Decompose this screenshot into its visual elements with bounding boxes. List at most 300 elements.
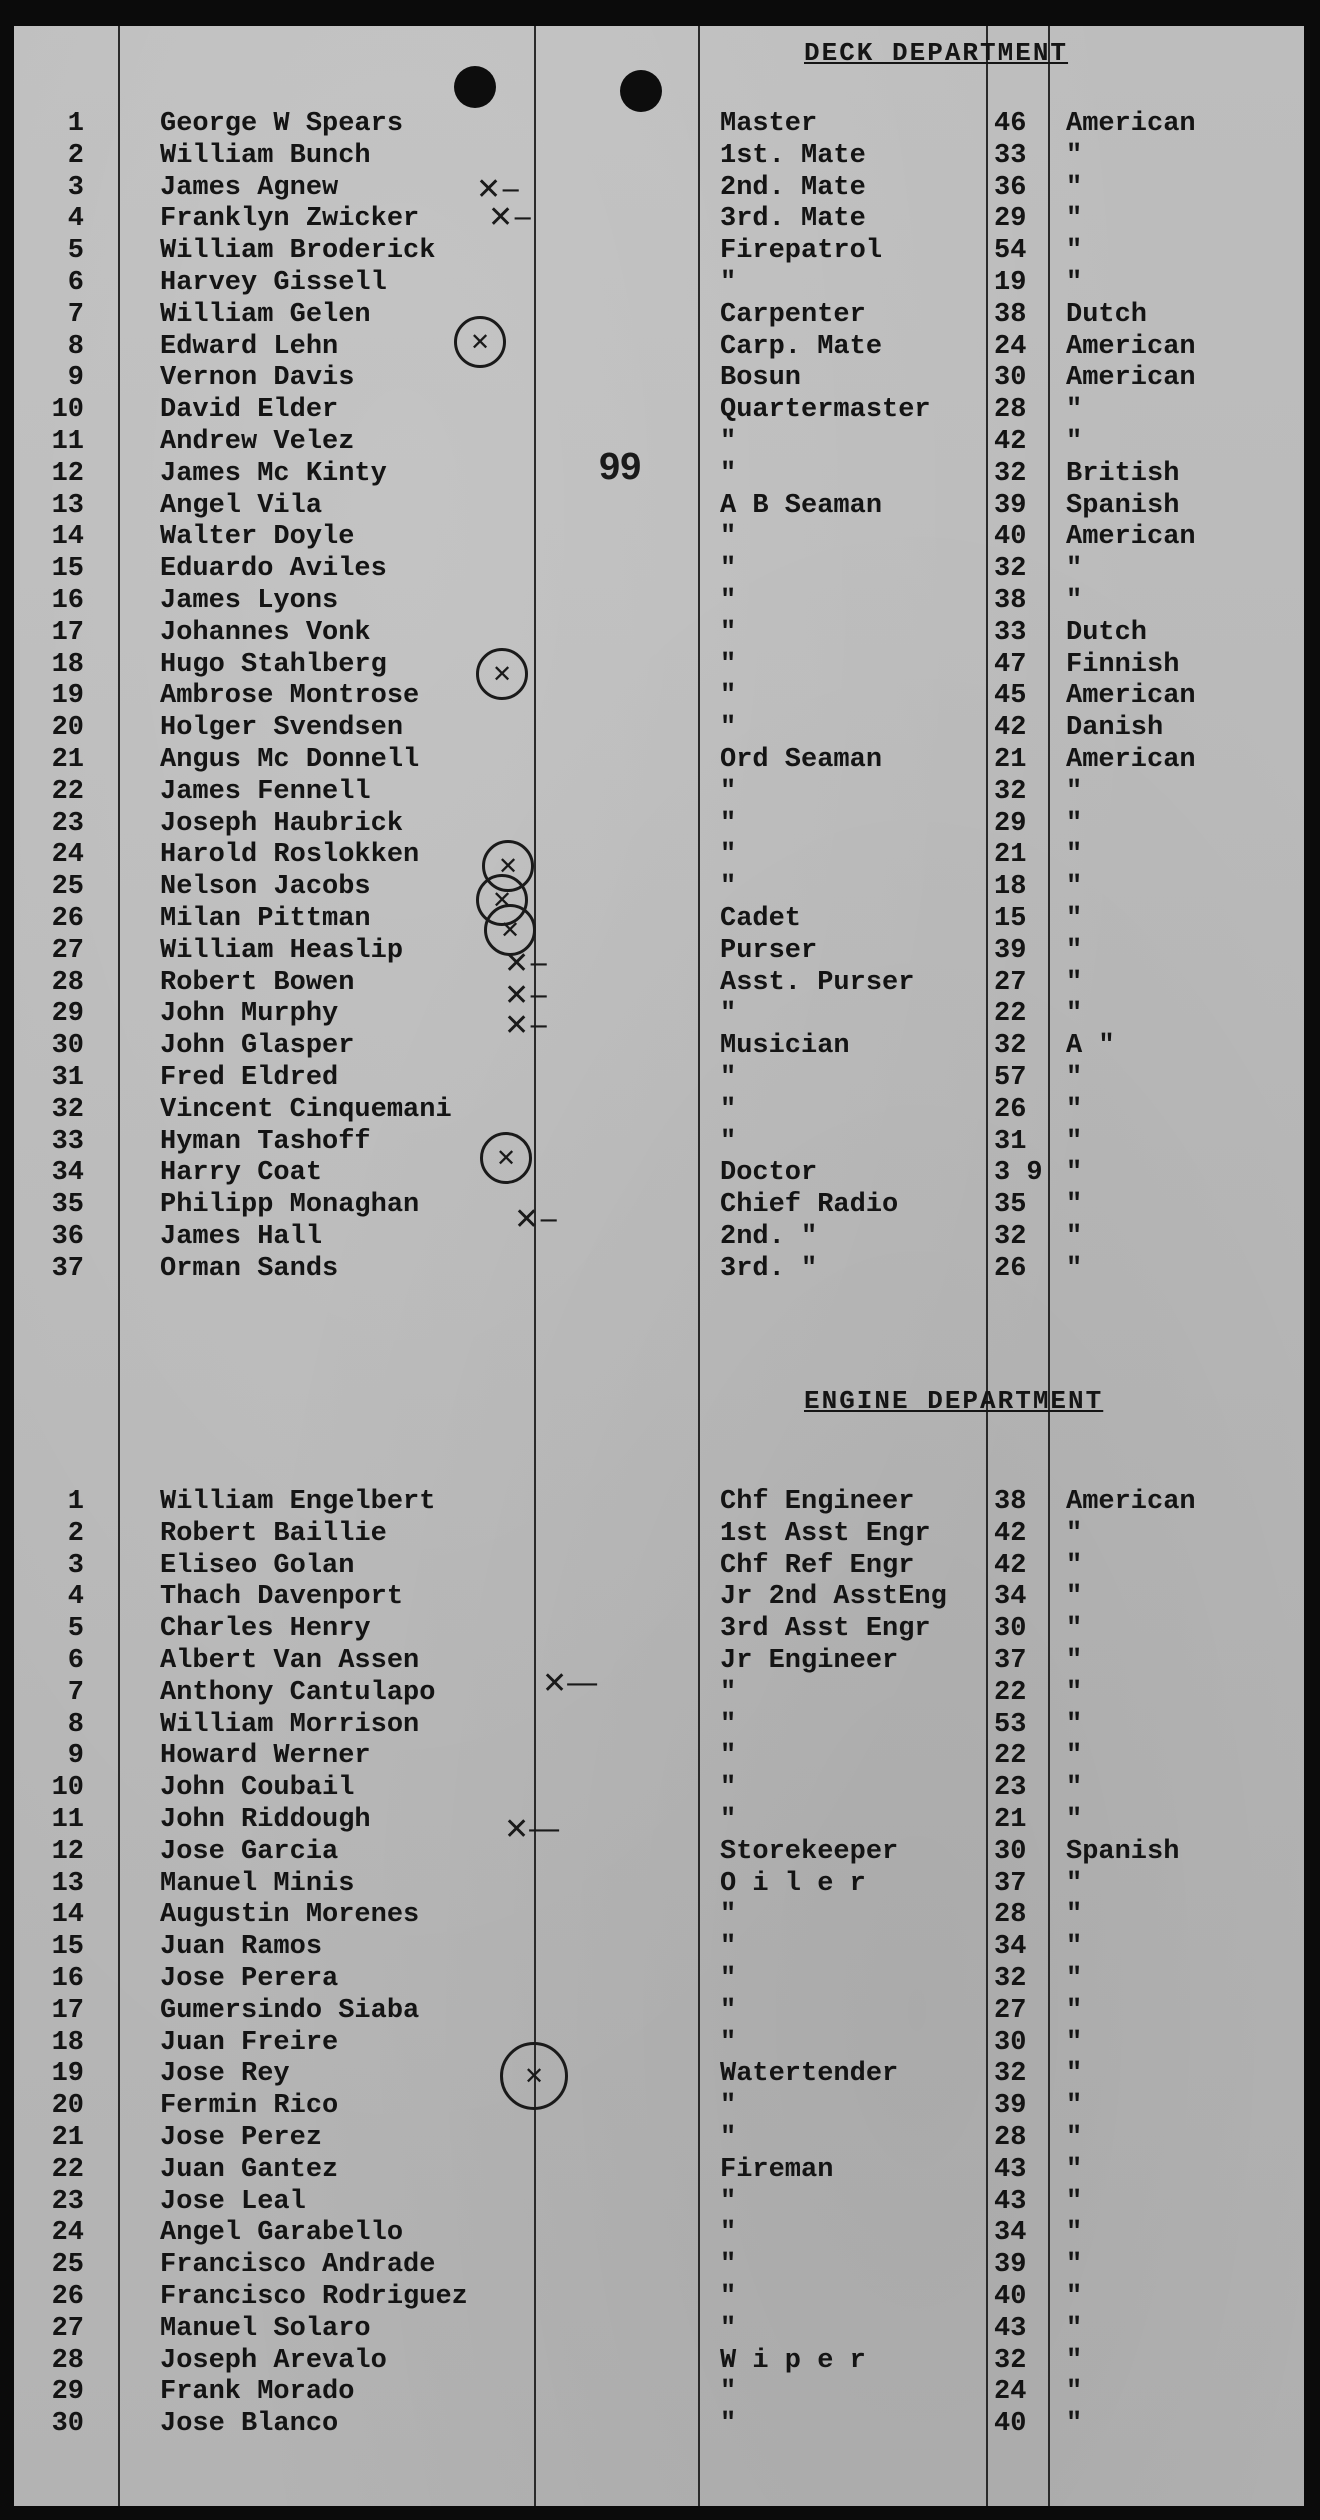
crew-rating: " (720, 1741, 737, 1772)
crew-nationality: " (1066, 268, 1083, 298)
crew-name: William Broderick (160, 236, 436, 267)
engine-crew-row (14, 1550, 1304, 1582)
crew-name: Juan Ramos (160, 1932, 323, 1963)
crew-rating: 3rd. " (720, 1253, 818, 1284)
crew-name: Vincent Cinquemani (160, 1094, 452, 1125)
crew-list-sheet (14, 26, 1304, 2506)
deck-crew-row (14, 203, 1304, 235)
crew-age: 32 (994, 776, 1027, 807)
engine-crew-row (14, 2027, 1304, 2059)
engine-crew-row (14, 1645, 1304, 1677)
crew-age: 32 (994, 2059, 1027, 2090)
crew-rating: 1st. Mate (720, 140, 866, 171)
crew-number: 2 (67, 1518, 84, 1549)
crew-name: James Hall (160, 1222, 323, 1252)
crew-nationality: " (1066, 1582, 1083, 1613)
crew-name: John Coubail (160, 1773, 355, 1804)
crew-name: Angus Mc Donnell (160, 745, 420, 775)
crew-age: 40 (994, 2409, 1027, 2440)
crew-name: Angel Vila (160, 490, 323, 521)
crew-age: 31 (994, 1126, 1027, 1157)
crew-nationality: " (1066, 1253, 1083, 1284)
crew-number: 16 (51, 586, 84, 616)
crew-rating: " (720, 1805, 737, 1835)
crew-age: 45 (994, 681, 1027, 712)
engine-crew-row (14, 1709, 1304, 1741)
handwritten-check-mark: ✕‒ (504, 1008, 549, 1043)
deck-crew-row (14, 426, 1304, 458)
crew-name: Ambrose Montrose (160, 681, 420, 712)
crew-number: 7 (67, 1677, 84, 1708)
crew-rating: " (720, 522, 737, 553)
crew-name: Jose Perez (160, 2123, 323, 2153)
crew-rating: " (720, 840, 737, 871)
engine-crew-row (14, 2154, 1304, 2186)
crew-age: 37 (994, 1868, 1027, 1899)
crew-age: 22 (994, 1677, 1027, 1708)
crew-rating: Cadet (720, 904, 802, 934)
crew-nationality: " (1066, 1995, 1083, 2026)
crew-nationality: " (1066, 2091, 1083, 2122)
crew-number: 11 (51, 427, 84, 457)
crew-age: 39 (994, 2250, 1027, 2281)
crew-rating: " (720, 1995, 737, 2026)
crew-age: 38 (994, 1487, 1027, 1517)
handwritten-circled-x: ✕ (482, 840, 534, 892)
crew-number: 9 (67, 363, 84, 394)
crew-name: James Agnew (160, 172, 339, 203)
crew-name: William Morrison (160, 1709, 420, 1740)
engine-crew-row (14, 1963, 1304, 1995)
crew-age: 29 (994, 808, 1027, 839)
crew-name: Johannes Vonk (160, 617, 371, 648)
crew-age: 32 (994, 554, 1027, 585)
crew-rating: " (720, 713, 737, 744)
crew-age: 15 (994, 904, 1027, 934)
crew-name: Walter Doyle (160, 522, 355, 553)
deck-crew-row (14, 1126, 1304, 1158)
crew-number: 29 (51, 2377, 84, 2408)
handwritten-circled-x: ✕ (454, 316, 506, 368)
crew-name: Franklyn Zwicker (160, 204, 420, 235)
deck-crew-row (14, 108, 1304, 140)
crew-age: 40 (994, 522, 1027, 553)
crew-name: Harold Roslokken (160, 840, 420, 871)
crew-rating: Asst. Purser (720, 967, 915, 998)
crew-rating: 1st Asst Engr (720, 1518, 931, 1549)
crew-name: Howard Werner (160, 1741, 371, 1772)
engine-department-heading: ENGINE DEPARTMENT (804, 1386, 1104, 1416)
handwritten-check-mark: ✕‒ (488, 200, 533, 235)
handwritten-circled-x: ✕ (500, 2042, 568, 2110)
crew-rating: " (720, 1063, 737, 1093)
crew-rating: Carpenter (720, 299, 866, 330)
crew-name: Augustin Morenes (160, 1900, 420, 1931)
deck-crew-row (14, 935, 1304, 967)
crew-number: 5 (67, 236, 84, 267)
crew-name: James Fennell (160, 776, 371, 807)
engine-crew-row (14, 2090, 1304, 2122)
crew-name: Jose Rey (160, 2059, 290, 2090)
deck-crew-row (14, 1221, 1304, 1253)
crew-age: 43 (994, 2154, 1027, 2185)
deck-crew-row (14, 776, 1304, 808)
crew-rating: " (720, 2091, 737, 2122)
handwritten-circled-x: ✕ (484, 904, 536, 956)
engine-crew-row (14, 2281, 1304, 2313)
crew-rating: O i l e r (720, 1868, 866, 1899)
engine-crew-row (14, 1677, 1304, 1709)
crew-number: 28 (51, 967, 84, 998)
crew-age: 34 (994, 2218, 1027, 2249)
crew-nationality: American (1066, 745, 1196, 775)
crew-name: Edward Lehn (160, 331, 339, 362)
crew-age: 36 (994, 172, 1027, 203)
crew-name: Albert Van Assen (160, 1646, 420, 1676)
engine-crew-row (14, 2313, 1304, 2345)
crew-name: George W Spears (160, 109, 404, 139)
deck-crew-row (14, 299, 1304, 331)
crew-number: 6 (67, 1646, 84, 1676)
crew-number: 12 (51, 1836, 84, 1867)
crew-rating: Jr Engineer (720, 1646, 899, 1676)
handwritten-check-mark: ✕‒ (476, 172, 521, 207)
crew-nationality: " (1066, 1964, 1083, 1994)
engine-crew-row (14, 2217, 1304, 2249)
crew-age: 46 (994, 109, 1027, 139)
deck-crew-row (14, 1253, 1304, 1285)
crew-number: 4 (67, 204, 84, 235)
crew-age: 33 (994, 617, 1027, 648)
crew-nationality: American (1066, 1487, 1196, 1517)
engine-crew-row (14, 1772, 1304, 1804)
crew-name: Robert Bowen (160, 967, 355, 998)
crew-nationality: American (1066, 522, 1196, 553)
crew-age: 21 (994, 1805, 1027, 1835)
engine-crew-row (14, 1486, 1304, 1518)
crew-rating: " (720, 2218, 737, 2249)
engine-crew-row (14, 2186, 1304, 2218)
crew-number: 24 (51, 2218, 84, 2249)
crew-number: 25 (51, 2250, 84, 2281)
engine-crew-row (14, 1868, 1304, 1900)
crew-age: 22 (994, 1741, 1027, 1772)
crew-nationality: " (1066, 776, 1083, 807)
crew-nationality: " (1066, 840, 1083, 871)
crew-rating: " (720, 1094, 737, 1125)
crew-nationality: " (1066, 236, 1083, 267)
crew-nationality: " (1066, 1773, 1083, 1804)
crew-rating: 3rd Asst Engr (720, 1614, 931, 1645)
crew-age: 32 (994, 458, 1027, 489)
crew-nationality: " (1066, 1550, 1083, 1581)
deck-crew-row (14, 521, 1304, 553)
crew-name: Hugo Stahlberg (160, 649, 387, 680)
crew-age: 39 (994, 490, 1027, 521)
crew-number: 19 (51, 2059, 84, 2090)
crew-nationality: " (1066, 967, 1083, 998)
crew-number: 27 (51, 2313, 84, 2344)
deck-crew-row (14, 235, 1304, 267)
crew-name: John Glasper (160, 1031, 355, 1062)
crew-nationality: " (1066, 1868, 1083, 1899)
crew-name: Milan Pittman (160, 904, 371, 934)
crew-age: 22 (994, 999, 1027, 1030)
crew-number: 18 (51, 2027, 84, 2058)
crew-age: 30 (994, 1614, 1027, 1645)
crew-age: 32 (994, 2345, 1027, 2376)
crew-number: 12 (51, 458, 84, 489)
crew-rating: " (720, 2027, 737, 2058)
crew-age: 30 (994, 363, 1027, 394)
crew-number: 4 (67, 1582, 84, 1613)
crew-number: 6 (67, 268, 84, 298)
crew-number: 26 (51, 904, 84, 934)
handwritten-check-mark: ✕‒ (504, 978, 549, 1013)
crew-age: 24 (994, 331, 1027, 362)
crew-number: 27 (51, 935, 84, 966)
crew-number: 33 (51, 1126, 84, 1157)
crew-age: 26 (994, 1094, 1027, 1125)
crew-rating: " (720, 617, 737, 648)
crew-nationality: " (1066, 904, 1083, 934)
deck-crew-row (14, 394, 1304, 426)
crew-rating: " (720, 776, 737, 807)
crew-rating: 2nd. Mate (720, 172, 866, 203)
crew-name: William Engelbert (160, 1487, 436, 1517)
crew-rating: 3rd. Mate (720, 204, 866, 235)
handwritten-check-mark: ✕― (504, 1812, 560, 1847)
crew-name: Jose Garcia (160, 1836, 339, 1867)
crew-age: 21 (994, 745, 1027, 775)
handwritten-check-mark: ✕‒ (514, 1202, 559, 1237)
crew-number: 13 (51, 490, 84, 521)
crew-name: Jose Blanco (160, 2409, 339, 2440)
crew-rating: Watertender (720, 2059, 899, 2090)
crew-number: 10 (51, 1773, 84, 1804)
crew-rating: " (720, 1773, 737, 1804)
crew-number: 14 (51, 522, 84, 553)
crew-number: 20 (51, 2091, 84, 2122)
crew-nationality: Danish (1066, 713, 1164, 744)
crew-age: 43 (994, 2313, 1027, 2344)
handwritten-check-mark: ✕‒ (504, 946, 549, 981)
crew-rating: Carp. Mate (720, 331, 883, 362)
crew-name: Harvey Gissell (160, 268, 387, 298)
crew-rating: Quartermaster (720, 395, 931, 426)
crew-number: 8 (67, 1709, 84, 1740)
crew-age: 18 (994, 872, 1027, 903)
crew-age: 42 (994, 1518, 1027, 1549)
crew-nationality: " (1066, 999, 1083, 1030)
deck-crew-row (14, 585, 1304, 617)
crew-age: 43 (994, 2186, 1027, 2217)
crew-rating: Fireman (720, 2154, 834, 2185)
crew-rating: " (720, 1964, 737, 1994)
crew-number: 18 (51, 649, 84, 680)
crew-nationality: American (1066, 109, 1196, 139)
crew-age: 3 9 (994, 1158, 1043, 1189)
crew-rating: 2nd. " (720, 1222, 818, 1252)
crew-number: 29 (51, 999, 84, 1030)
deck-crew-row (14, 1030, 1304, 1062)
crew-age: 54 (994, 236, 1027, 267)
deck-crew-row (14, 267, 1304, 299)
crew-rating: " (720, 427, 737, 457)
deck-crew-row (14, 839, 1304, 871)
crew-rating: " (720, 1932, 737, 1963)
crew-rating: Firepatrol (720, 236, 883, 267)
crew-number: 5 (67, 1614, 84, 1645)
crew-age: 34 (994, 1932, 1027, 1963)
crew-number: 10 (51, 395, 84, 426)
engine-crew-row (14, 1581, 1304, 1613)
crew-name: Fred Eldred (160, 1063, 339, 1093)
crew-nationality: British (1066, 458, 1180, 489)
crew-name: Angel Garabello (160, 2218, 404, 2249)
crew-rating: " (720, 1709, 737, 1740)
deck-crew-row (14, 617, 1304, 649)
crew-rating: " (720, 268, 737, 298)
crew-nationality: American (1066, 331, 1196, 362)
crew-rating: Ord Seaman (720, 745, 883, 775)
crew-name: James Mc Kinty (160, 458, 387, 489)
crew-nationality: " (1066, 1900, 1083, 1931)
crew-age: 32 (994, 1031, 1027, 1062)
crew-nationality: " (1066, 2123, 1083, 2153)
deck-crew-row (14, 744, 1304, 776)
crew-name: Gumersindo Siaba (160, 1995, 420, 2026)
crew-name: David Elder (160, 395, 339, 426)
deck-crew-row (14, 458, 1304, 490)
engine-crew-row (14, 1518, 1304, 1550)
crew-name: Juan Freire (160, 2027, 339, 2058)
crew-rating: Storekeeper (720, 1836, 899, 1867)
engine-crew-row (14, 2408, 1304, 2440)
crew-rating: Jr 2nd AsstEng (720, 1582, 947, 1613)
crew-nationality: A " (1066, 1031, 1115, 1062)
crew-nationality: " (1066, 935, 1083, 966)
crew-rating: " (720, 2186, 737, 2217)
crew-number: 37 (51, 1253, 84, 1284)
deck-crew-row (14, 998, 1304, 1030)
crew-nationality: " (1066, 586, 1083, 616)
crew-nationality: " (1066, 2027, 1083, 2058)
engine-crew-row (14, 1899, 1304, 1931)
crew-number: 21 (51, 2123, 84, 2153)
crew-nationality: " (1066, 1518, 1083, 1549)
crew-age: 35 (994, 1190, 1027, 1221)
crew-age: 34 (994, 1582, 1027, 1613)
crew-age: 33 (994, 140, 1027, 171)
crew-number: 24 (51, 840, 84, 871)
crew-rating: Doctor (720, 1158, 818, 1189)
crew-age: 28 (994, 1900, 1027, 1931)
deck-crew-row (14, 362, 1304, 394)
crew-name: Fermin Rico (160, 2091, 339, 2122)
crew-nationality: " (1066, 2345, 1083, 2376)
deck-crew-row (14, 553, 1304, 585)
crew-rating: " (720, 554, 737, 585)
deck-crew-row (14, 140, 1304, 172)
engine-crew-row (14, 2122, 1304, 2154)
crew-number: 30 (51, 1031, 84, 1062)
crew-number: 19 (51, 681, 84, 712)
crew-name: Jose Perera (160, 1964, 339, 1994)
crew-number: 23 (51, 2186, 84, 2217)
deck-crew-row (14, 871, 1304, 903)
punch-hole (454, 66, 496, 108)
deck-crew-row (14, 1062, 1304, 1094)
crew-age: 30 (994, 2027, 1027, 2058)
crew-number: 17 (51, 617, 84, 648)
crew-name: Manuel Minis (160, 1868, 355, 1899)
crew-nationality: American (1066, 363, 1196, 394)
crew-number: 20 (51, 713, 84, 744)
crew-age: 32 (994, 1222, 1027, 1252)
crew-rating: " (720, 2282, 737, 2312)
handwritten-circled-mark: ✕ (476, 648, 528, 700)
deck-department-heading: DECK DEPARTMENT (804, 38, 1069, 68)
crew-nationality: " (1066, 2250, 1083, 2281)
crew-name: Francisco Andrade (160, 2250, 436, 2281)
crew-number: 25 (51, 872, 84, 903)
crew-number: 11 (51, 1805, 84, 1835)
engine-crew-row (14, 1613, 1304, 1645)
crew-age: 40 (994, 2282, 1027, 2312)
crew-name: Orman Sands (160, 1253, 339, 1284)
crew-nationality: " (1066, 1614, 1083, 1645)
deck-crew-row (14, 680, 1304, 712)
crew-nationality: " (1066, 1222, 1083, 1252)
crew-name: Hyman Tashoff (160, 1126, 371, 1157)
crew-rating: " (720, 2409, 737, 2440)
deck-crew-row (14, 490, 1304, 522)
crew-number: 22 (51, 2154, 84, 2185)
punch-hole (620, 70, 662, 112)
crew-name: Vernon Davis (160, 363, 355, 394)
crew-nationality: " (1066, 2409, 1083, 2440)
crew-name: Philipp Monaghan (160, 1190, 420, 1221)
crew-age: 27 (994, 1995, 1027, 2026)
crew-rating: " (720, 2377, 737, 2408)
crew-number: 8 (67, 331, 84, 362)
crew-nationality: " (1066, 1126, 1083, 1157)
crew-age: 29 (994, 204, 1027, 235)
crew-age: 24 (994, 2377, 1027, 2408)
crew-age: 26 (994, 1253, 1027, 1284)
crew-name: Juan Gantez (160, 2154, 339, 2185)
crew-number: 13 (51, 1868, 84, 1899)
crew-rating: Chf Ref Engr (720, 1550, 915, 1581)
crew-number: 15 (51, 1932, 84, 1963)
crew-rating: A B Seaman (720, 490, 883, 521)
crew-rating: " (720, 586, 737, 616)
handwritten-check-mark: ✕― (542, 1666, 598, 1701)
crew-name: Joseph Arevalo (160, 2345, 387, 2376)
crew-nationality: American (1066, 681, 1196, 712)
engine-crew-row (14, 2376, 1304, 2408)
crew-rating: " (720, 2250, 737, 2281)
crew-name: John Riddough (160, 1805, 371, 1835)
crew-number: 32 (51, 1094, 84, 1125)
crew-age: 27 (994, 967, 1027, 998)
crew-name: Harry Coat (160, 1158, 323, 1189)
crew-number: 22 (51, 776, 84, 807)
deck-crew-row (14, 1094, 1304, 1126)
crew-nationality: Spanish (1066, 490, 1180, 521)
crew-rating: W i p e r (720, 2345, 866, 2376)
